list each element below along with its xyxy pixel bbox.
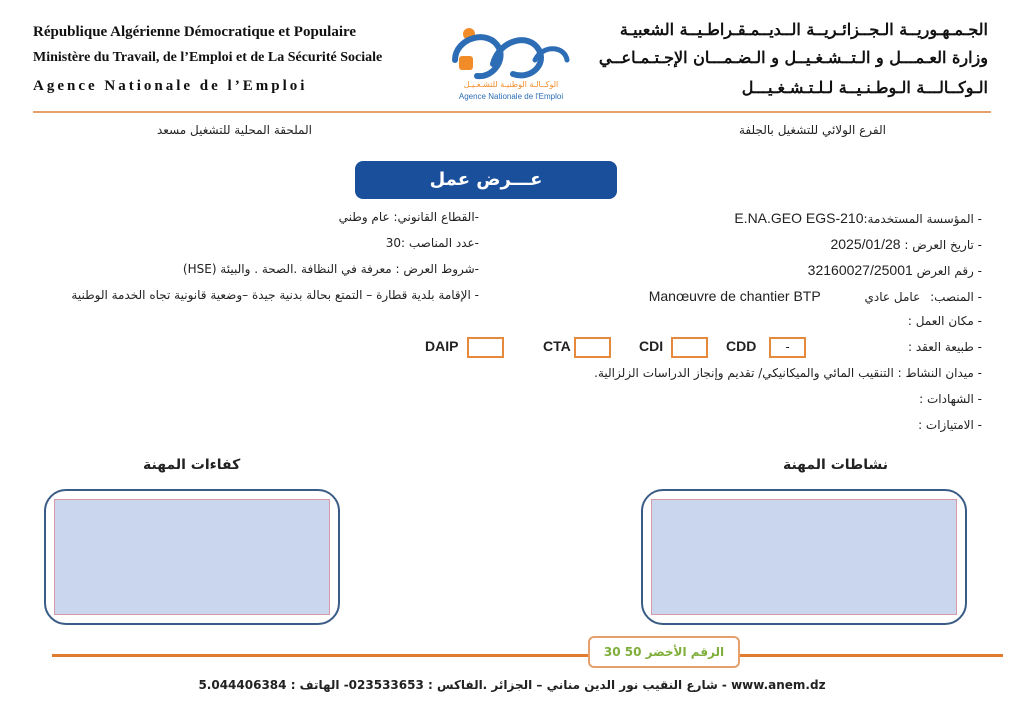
- contract-cdd-label: CDD: [726, 338, 757, 354]
- activity-value: التنقيب المائي والميكانيكي/ تقديم وإنجاز الدراسات الزلزالية.: [594, 366, 894, 380]
- field-offer-date: [830, 236, 982, 252]
- offer-number-label: - رقم العرض: [916, 264, 982, 278]
- contract-daip-checkbox[interactable]: [467, 337, 504, 358]
- contract-cta-label: CTA: [543, 338, 571, 354]
- skills-content[interactable]: [54, 499, 330, 615]
- privileges-label: - الامتيازات :: [918, 418, 982, 432]
- contract-cdd-mark: -: [785, 340, 790, 354]
- position-label: - المنصب:: [930, 290, 982, 304]
- contract-cdd-checkbox[interactable]: [769, 337, 806, 358]
- field-positions-count: -عدد المناصب :30: [385, 236, 479, 250]
- footer-bar-right: [738, 654, 1003, 657]
- logo-ar-caption: الوكــالـة الوطنيـة للتشـغـيـل: [463, 80, 559, 89]
- position-fr: Manœuvre de chantier BTP: [648, 288, 821, 304]
- certificates-label: - الشهادات :: [919, 392, 982, 406]
- footer-bar-left: [52, 654, 588, 657]
- activity-label: - ميدان النشاط :: [897, 366, 982, 380]
- field-employer: [734, 210, 982, 226]
- skills-panel[interactable]: [44, 489, 340, 625]
- header-fr-agency: Agence Nationale de l’Emploi: [33, 78, 308, 94]
- offer-date-value: 2025/01/28: [830, 236, 901, 252]
- employer-value: E.NA.GEO EGS-210: [734, 210, 864, 226]
- contract-daip-label: DAIP: [425, 338, 459, 354]
- header-fr-republic: République Algérienne Démocratique et Populaire: [33, 24, 357, 40]
- logo-fr-caption: Agence Nationale de l'Emploi: [458, 92, 564, 101]
- header-ar-republic: الجـمـهـوريــة الـجــزائـريــة الــديــمـقـراطـيــة الشعبيـة: [619, 20, 988, 39]
- branch-local: الملحقة المحلية للتشغيل مسعد: [157, 123, 312, 137]
- position-ar: عامل عادي: [864, 290, 921, 304]
- skills-title: كفاءات المهنة: [143, 457, 241, 473]
- header-ar-agency: الـوكــالـــة الـوطـنـيــة لـلـتـشـغـيـــل: [741, 78, 988, 97]
- field-legal-sector: -القطاع القانوني: عام وطني: [338, 210, 479, 224]
- branch-wilaya: الفرع الولائي للتشغيل بالجلفة: [739, 123, 886, 137]
- field-contract-type: [908, 340, 982, 354]
- contract-cta-checkbox[interactable]: [574, 337, 611, 358]
- field-position: [649, 288, 982, 304]
- header-fr-ministry: Ministère du Travail, de l’Emploi et de La Sécurité Sociale: [33, 50, 383, 65]
- field-activity: [594, 366, 982, 380]
- workplace-label: - مكان العمل :: [907, 314, 982, 328]
- offer-number-value: 32160027/25001: [807, 262, 913, 278]
- activities-panel[interactable]: [641, 489, 967, 625]
- header-divider: [33, 111, 991, 113]
- green-number: الرقم الأخضر 50 30: [588, 636, 740, 668]
- field-privileges: [918, 418, 982, 432]
- employer-label: - المؤسسة المستخدمة:: [863, 212, 982, 226]
- activities-title: نشاطات المهنة: [782, 457, 888, 473]
- contract-cdi-label: CDI: [639, 338, 664, 354]
- anem-logo: [449, 20, 573, 106]
- field-conditions: -شروط العرض : معرفة في النظافة .الصحة . والبيئة (HSE): [182, 262, 479, 276]
- field-workplace: [908, 314, 982, 328]
- field-residence: - الإقامة بلدية قطارة – التمتع بحالة بدنية جيدة –وضعية قانونية تجاه الخدمة الوطنية: [71, 288, 479, 302]
- page-title: عـــرض عمل: [355, 161, 617, 199]
- footer-address: 5.شارع النقيب نور الدين مناني – الجزائر .الفاكس : 023533653- الهاتف : 044406384 - www.anem.dz: [198, 678, 826, 692]
- field-certificates: [919, 392, 982, 406]
- contract-type-label: - طبيعة العقد :: [908, 340, 982, 354]
- offer-date-label: - تاريخ العرض :: [904, 238, 982, 252]
- header-ar-ministry: وزارة العـمـــل و الـتــشـغـيــل و الـضـمـــان الإجـتـمـاعــي: [598, 48, 988, 67]
- contract-cdi-checkbox[interactable]: [671, 337, 708, 358]
- activities-content[interactable]: [651, 499, 957, 615]
- field-offer-number: [808, 262, 982, 278]
